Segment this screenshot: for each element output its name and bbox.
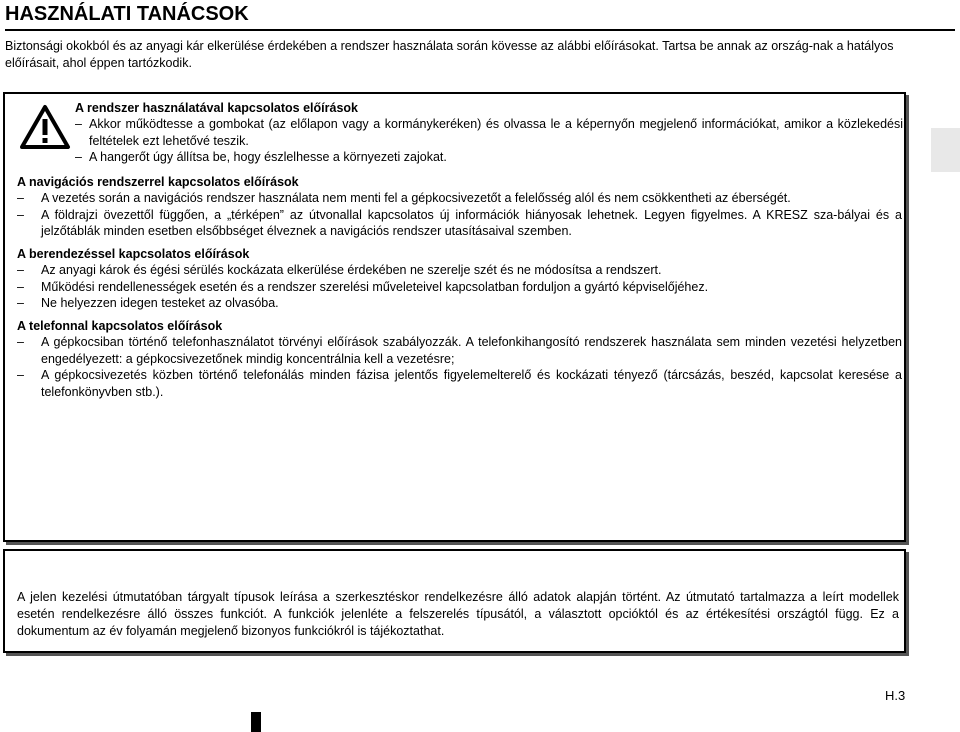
list-item: – A vezetés során a navigációs rendszer használata nem menti fel a gépkocsivezetőt a felelősség alól és nem csökkentheti az éberségét.: [17, 191, 791, 206]
warning-box: [3, 92, 906, 542]
list-item: – Ne helyezzen idegen testeket az olvasóba.: [17, 296, 279, 311]
section-heading: A berendezéssel kapcsolatos előírások: [17, 247, 250, 261]
page-number: H.3: [885, 688, 906, 703]
list-item: – A gépkocsiban történő telefonhasználatot törvényi előírások szabályozzák. A telefonkihangosító rendszerek használata sem minden vezetési helyzetben engedélyezett: a gépkocsivezetőnek mindig koncentrálnia kell a vezetésre;: [17, 335, 902, 366]
info-box: [3, 549, 906, 653]
section-heading: A navigációs rendszerrel kapcsolatos előírások: [17, 175, 299, 189]
section-system: [75, 100, 903, 166]
page-marker: [251, 712, 261, 732]
info-text: A jelen kezelési útmutatóban tárgyalt típusok leírása a szerkesztéskor rendelkezésre álló adatok alapján történt. Az útmutató tartalmazza a leírt modellek esetén rendelkezésre álló összes funkciót. A funkciók jelenléte a felszerelés típusától, a választott opcióktól és az értékesítési országtól függ. Ez a dokumentum az év folyamán megjelenő bizonyos funkciókról is tájékoztathat.: [17, 590, 899, 638]
section-navigation: [17, 174, 902, 240]
intro-text: Biztonsági okokból és az anyagi kár elkerülése érdekében a rendszer használata során kövesse az alábbi előírásokat. Tartsa be annak az ország-nak a hatályos előírásait, ahol éppen tartózkodik.: [5, 39, 894, 70]
list-item: – A gépkocsivezetés közben történő telefonálás minden fázisa jelentős figyelemelterelő és kockázati tényező (tárcsázás, beszéd, kapcsolat keresése a telefonkönyvben stb.).: [17, 368, 902, 399]
list-item: – A hangerőt úgy állítsa be, hogy észlelhesse a környezeti zajokat.: [75, 150, 447, 165]
section-heading: A telefonnal kapcsolatos előírások: [17, 319, 223, 333]
list-item: – Az anyagi károk és égési sérülés kockázata elkerülése érdekében ne szerelje szét és ne módosítsa a rendszert.: [17, 263, 662, 278]
list-item: – A földrajzi övezettől függően, a „térképen” az útvonallal kapcsolatos új információk hiányosak lehetnek. Legyen figyelmes. A KRESZ sza-bályai és a jelzőtáblák minden esetben elsőbbséget élveznek a navigációs rendszer utasításaival szemben.: [17, 207, 902, 239]
warning-triangle-icon: [19, 104, 71, 150]
section-device: [17, 246, 902, 312]
list-item: – Akkor működtesse a gombokat (az előlapon vagy a kormánykeréken) és olvassa le a képernyőn megjelenő információkat, amikor a közlekedési feltételek ezt lehetővé teszik.: [75, 117, 903, 148]
section-phone: [17, 318, 902, 400]
section-heading: A rendszer használatával kapcsolatos előírások: [75, 101, 358, 115]
page-title: HASZNÁLATI TANÁCSOK: [5, 2, 955, 31]
side-tab: [931, 128, 960, 172]
list-item: – Működési rendellenességek esetén és a rendszer szerelési műveleteivel kapcsolatban forduljon a gyártó képviselőjéhez.: [17, 279, 709, 294]
